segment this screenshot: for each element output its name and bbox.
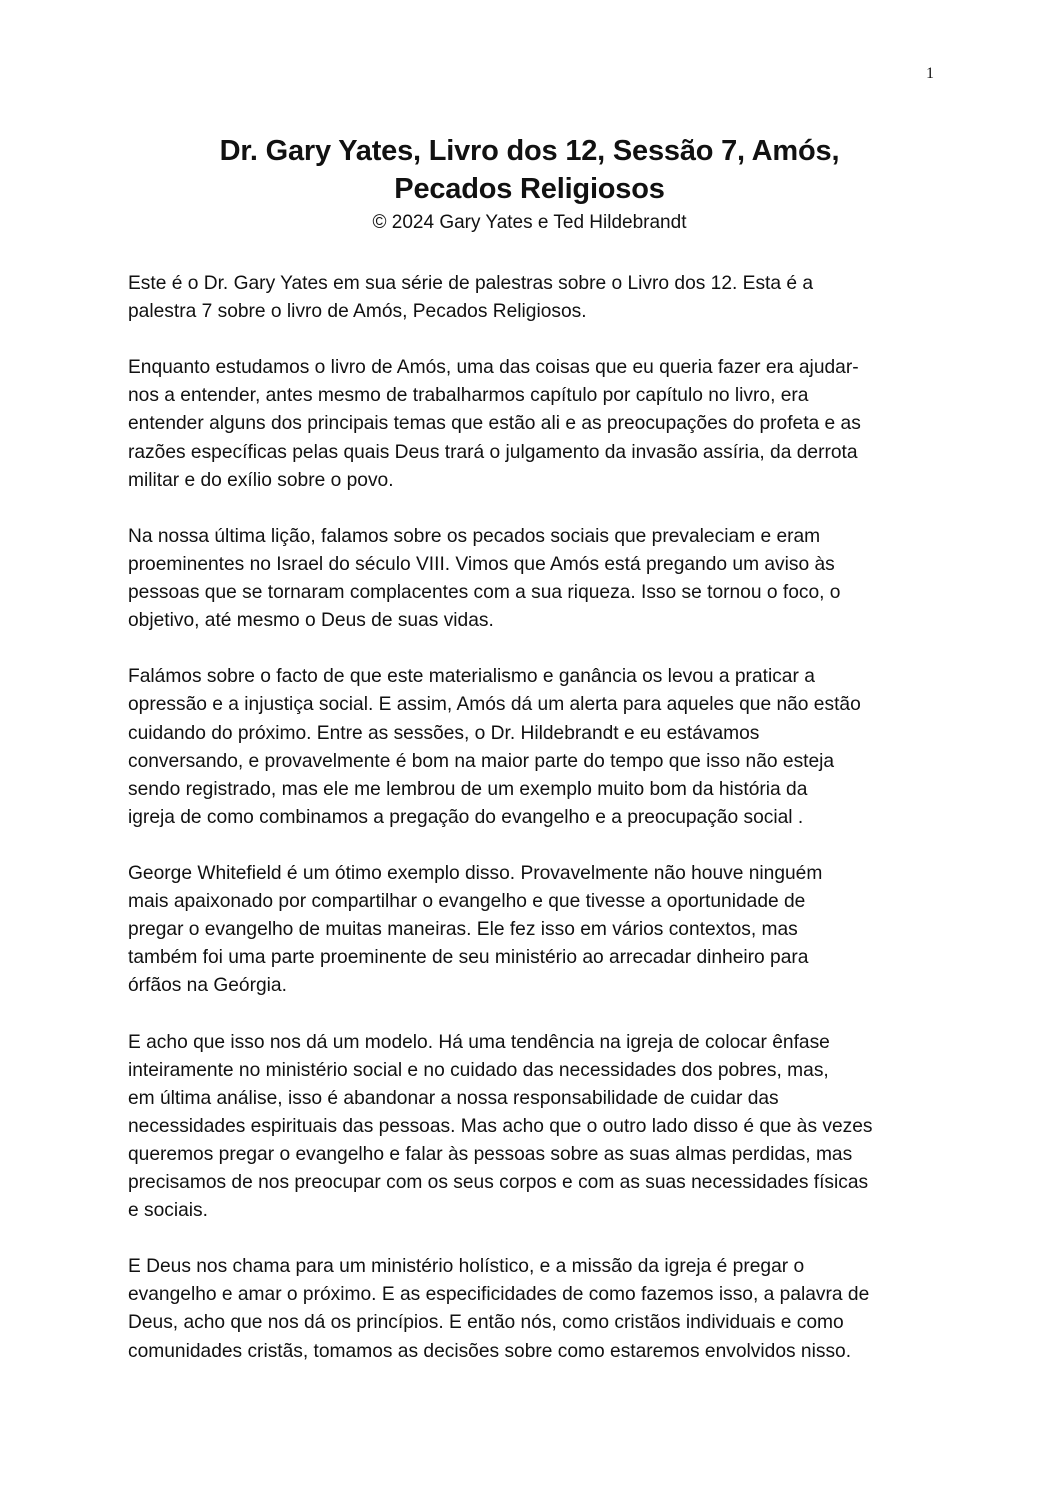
paragraph-line: precisamos de nos preocupar com os seus corpos e com as suas necessidades físicas — [128, 1172, 869, 1193]
paragraph-line: militar e do exílio sobre o povo. — [128, 469, 394, 491]
paragraph-line: Este é o Dr. Gary Yates em sua série de palestras sobre o Livro dos 12. Esta é a — [128, 273, 814, 294]
paragraph-line: proeminentes no Israel do século VIII. Vimos que Amós está pregando um aviso às — [128, 553, 835, 575]
paragraph-line: igreja de como combinamos a pregação do evangelho e a preocupação social . — [128, 806, 804, 828]
paragraph-line: também foi uma parte proeminente de seu ministério ao arrecadar dinheiro para — [128, 947, 809, 969]
copyright-notice: © 2024 Gary Yates e Ted Hildebrandt — [372, 212, 687, 233]
paragraph-line: Enquanto estudamos o livro de Amós, uma das coisas que eu queria fazer era ajudar- — [128, 357, 859, 379]
paragraph-line: evangelho e amar o próximo. E as especificidades de como fazemos isso, a palavra de — [128, 1284, 870, 1306]
paragraph-line: razões específicas pelas quais Deus trará o julgamento da invasão assíria, da derrota — [128, 441, 858, 463]
paragraph-line: cuidando do próximo. Entre as sessões, o Dr. Hildebrandt e eu estávamos — [128, 722, 760, 744]
body-paragraph — [128, 663, 933, 832]
body-paragraph — [128, 1253, 933, 1365]
paragraph-line: conversando, e provavelmente é bom na maior parte do tempo que isso não esteja — [128, 750, 835, 772]
body-paragraph — [128, 523, 933, 635]
paragraph-line: necessidades espirituais das pessoas. Mas acho que o outro lado disso é que às vezes — [128, 1115, 873, 1137]
paragraph-line: E Deus nos chama para um ministério holístico, e a missão da igreja é pregar o — [128, 1256, 805, 1278]
document-body — [128, 270, 933, 1394]
body-paragraph — [128, 860, 933, 1000]
paragraph-line: Deus, acho que nos dá os princípios. E então nós, como cristãos individuais e como — [128, 1312, 844, 1334]
document-title-line-2: Pecados Religiosos — [394, 173, 665, 205]
body-paragraph — [128, 354, 933, 494]
paragraph-line: mais apaixonado por compartilhar o evangelho e que tivesse a oportunidade de — [128, 891, 806, 913]
body-paragraph — [128, 270, 933, 326]
paragraph-line: sendo registrado, mas ele me lembrou de um exemplo muito bom da história da — [128, 778, 808, 800]
paragraph-line: inteiramente no ministério social e no cuidado das necessidades dos pobres, mas, — [128, 1059, 829, 1081]
title-block — [128, 132, 931, 237]
paragraph-line: Na nossa última lição, falamos sobre os pecados sociais que prevaleciam e eram — [128, 525, 821, 547]
paragraph-line: pessoas que se tornaram complacentes com a sua riqueza. Isso se tornou o foco, o — [128, 582, 841, 604]
page-number: 1 — [926, 65, 934, 82]
paragraph-line: Falámos sobre o facto de que este materialismo e ganância os levou a praticar a — [128, 666, 815, 688]
paragraph-line: e sociais. — [128, 1200, 208, 1222]
body-paragraph — [128, 1029, 933, 1226]
paragraph-line: George Whitefield é um ótimo exemplo disso. Provavelmente não houve ninguém — [128, 862, 823, 884]
paragraph-line: palestra 7 sobre o livro de Amós, Pecados Religiosos. — [128, 301, 587, 323]
paragraph-line: órfãos na Geórgia. — [128, 975, 287, 997]
paragraph-line: nos a entender, antes mesmo de trabalharmos capítulo por capítulo no livro, era — [128, 385, 809, 407]
paragraph-line: opressão e a injustiça social. E assim, Amós dá um alerta para aqueles que não estão — [128, 694, 861, 716]
paragraph-line: em última análise, isso é abandonar a nossa responsabilidade de cuidar das — [128, 1087, 779, 1109]
paragraph-line: objetivo, até mesmo o Deus de suas vidas. — [128, 610, 494, 632]
paragraph-line: entender alguns dos principais temas que estão ali e as preocupações do profeta e as — [128, 413, 861, 435]
paragraph-line: pregar o evangelho de muitas maneiras. Ele fez isso em vários contextos, mas — [128, 919, 798, 941]
paragraph-line: E acho que isso nos dá um modelo. Há uma tendência na igreja de colocar ênfase — [128, 1031, 830, 1053]
paragraph-line: comunidades cristãs, tomamos as decisões sobre como estaremos envolvidos nisso. — [128, 1340, 852, 1362]
paragraph-line: queremos pregar o evangelho e falar às pessoas sobre as suas almas perdidas, mas — [128, 1143, 853, 1165]
document-title-line-1: Dr. Gary Yates, Livro dos 12, Sessão 7, Amós, — [219, 135, 840, 167]
